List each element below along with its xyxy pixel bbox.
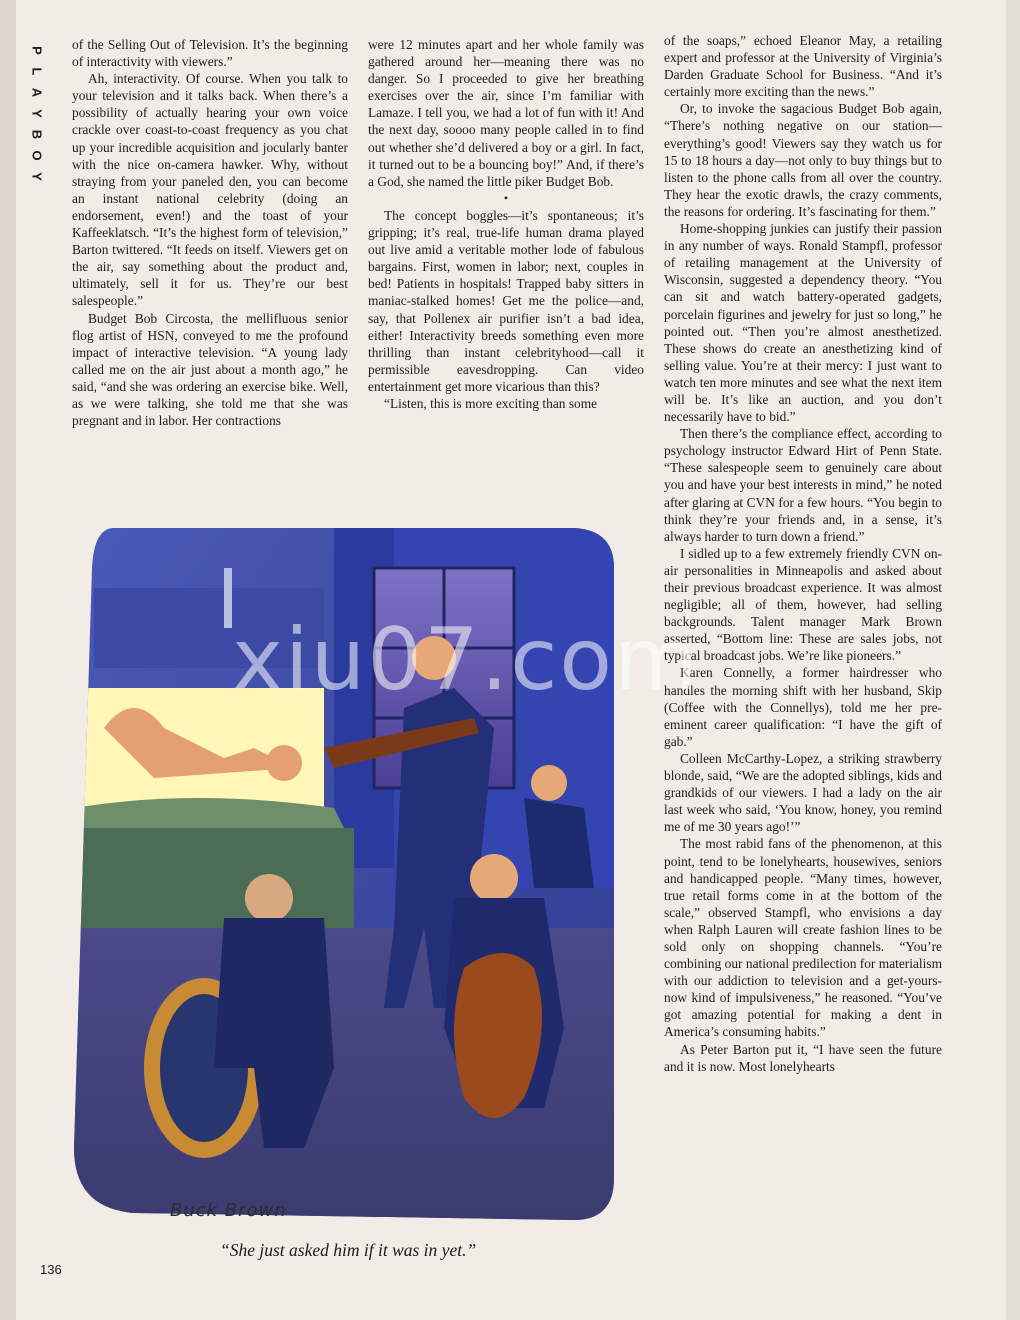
paragraph: Home-shopping junkies can justify their passion in any number of ways. Ronald Stampfl, professor of retailing management at the University of Wisconsin, suggested a dependency theory. “You can sit and watch battery-operated gadgets, porcelain figurines and jewelry for just so long,” he pointed out. “Then you’re almost anesthetized. These shows do create an anesthetizing kind of selling value. You’re at their mercy: I just want to watch ten more minutes and see what the next item will be. It’s like an auction, and you don’t necessarily have to bid.” <box>664 221 942 425</box>
paragraph: The most rabid fans of the phenomenon, at this point, tend to be lonelyhearts, housewives, seniors and handicapped people. “Many times, however, true retail forms come in at the bottom of the scale,” observed Stampfl, who envisions a day when Ralph Lauren will create fashion lines to be sold only on shopping channels. “You’re combining our national predilection for materialism with our addiction to television and a get-yours-now kind of impulsiveness,” he reasoned. “You’ve got amazing potential for making a dent in America’s consuming habits.” <box>664 836 942 1040</box>
paragraph: Colleen McCarthy-Lopez, a striking strawberry blonde, said, “We are the adopted siblings, kids and grandkids of our viewers. I had a lady on the air last week who said, ‘You know, honey, you remind me of me 30 years ago!’” <box>664 750 942 835</box>
column-3 <box>664 32 942 1075</box>
paragraph: Then there’s the compliance effect, according to psychology instructor Edward Hirt of Penn State. “These salespeople seem to genuinely care about you and have your best interests in mind,” he noted after glaring at CVN for a few hours. “You begin to think they’re your friends and, in a sense, it’s always harder to turn down a friend.” <box>664 426 942 544</box>
page-edge-right <box>1006 0 1020 1320</box>
paragraph: Ah, interactivity. Of course. When you talk to your television and it talks back. When there’s a possibility of actually hearing your own voice crackle over coast-to-coast frequency as you chat up your incredible acquisition and jocularly banter with the nice on-camera hawker. Why, without straying from your paneled den, you can become an instant national celebrity (doing an endorsement, even!) and the toast of your Kaffeeklatsch. “It’s the highest form of television,” Barton twittered. “It feeds on itself. Viewers get on the air, say something about the product and, ultimately, sell it for us. They’re our best salespeople.” <box>72 71 348 309</box>
watermark-text: xiu07.com <box>232 610 700 710</box>
masthead-vertical <box>28 40 46 200</box>
column-2 <box>368 36 644 412</box>
masthead-letter: Y <box>29 172 45 181</box>
paragraph: Karen Connelly, a former hairdresser who handles the morning shift with her husband, Skip (Coffee with the Connellys), told me her pre-eminent career qualification: “I have the gift of gab.” <box>664 665 942 749</box>
masthead-letter: P <box>29 46 45 55</box>
column-1 <box>72 36 348 429</box>
paragraph: I sidled up to a few extremely friendly CVN on-air personalities in Minneapolis and asked about their previous broadcast experience. It was almost negligible; all of them, however, had selling backgrounds. Talent manager Mark Brown asserted, “Bottom line: These are sales jobs, not typical broadcast jobs. We’re like pioneers.” <box>664 545 942 664</box>
page-number: 136 <box>40 1262 62 1277</box>
paragraph: of the Selling Out of Television. It’s the beginning of interactivity with viewers.” <box>72 37 348 70</box>
paragraph: “Listen, this is more exciting than some <box>384 395 598 411</box>
masthead-letter: O <box>29 150 45 161</box>
page-edge-left <box>0 0 16 1320</box>
paragraph: The concept boggles—it’s spontaneous; it’s gripping; it’s real, true-life human drama played out live amid a veritable mother lode of fabulous bargains. First, women in labor; next, couples in bed! Patients in hospitals! Trapped baby sitters in maniac-stalked homes! Get me the police—and, say, that Pollenex air purifier isn’t a bad idea, either! Interactivity breeds something even more thrilling than instant celebrityhood—call it permissible eavesdropping. Can video entertainment get more vicarious than this? <box>368 207 644 394</box>
artist-signature: Buck Brown <box>170 1200 287 1221</box>
masthead-letter: Y <box>29 109 45 118</box>
masthead-letter: L <box>29 67 45 76</box>
cartoon-caption: “She just asked him if it was in yet.” <box>220 1240 477 1260</box>
paragraph: were 12 minutes apart and her whole family was gathered around her—meaning there was no danger. So I proceeded to give her breathing exercises over the air, since I’m familiar with Lamaze. I tell you, we had a lot of fun with it! And the next day, soooo many people called in to find out whether she’d delivered a boy or a girl. In fact, it turned out to be a bouncing boy!” And, if there’s a God, she named the little piker Budget Bob. <box>368 37 644 189</box>
paragraph: of the soaps,” echoed Eleanor May, a retailing expert and professor at the University of Virginia’s Darden Graduate School for Business. “And it’s certainly more exciting than the news.” <box>664 33 942 100</box>
paragraph: Budget Bob Circosta, the mellifluous senior flog artist of HSN, conveyed to me the profound impact of interactive television. “A young lady called me on the air just about a month ago,” he said, “and she was ordering an exercise bike. Well, as we were talking, she told me that she was pregnant and in labor. Her contractions <box>72 310 348 429</box>
masthead-letter: A <box>29 87 45 98</box>
paragraph: Or, to invoke the sagacious Budget Bob again, “There’s nothing negative on our station—everything’s good! Viewers say they watch us for 15 to 18 hours a day—not only to buy things but to listen to the phone calls from all over the country. They hear the exotic drawls, the crazy comments, the reasons for ordering. It’s fascinating for them.” <box>664 101 942 219</box>
masthead-letter: B <box>29 129 45 140</box>
paragraph: As Peter Barton put it, “I have seen the future and it is now. Most lonelyhearts <box>664 1041 942 1074</box>
section-break-bullet: • <box>503 190 509 205</box>
